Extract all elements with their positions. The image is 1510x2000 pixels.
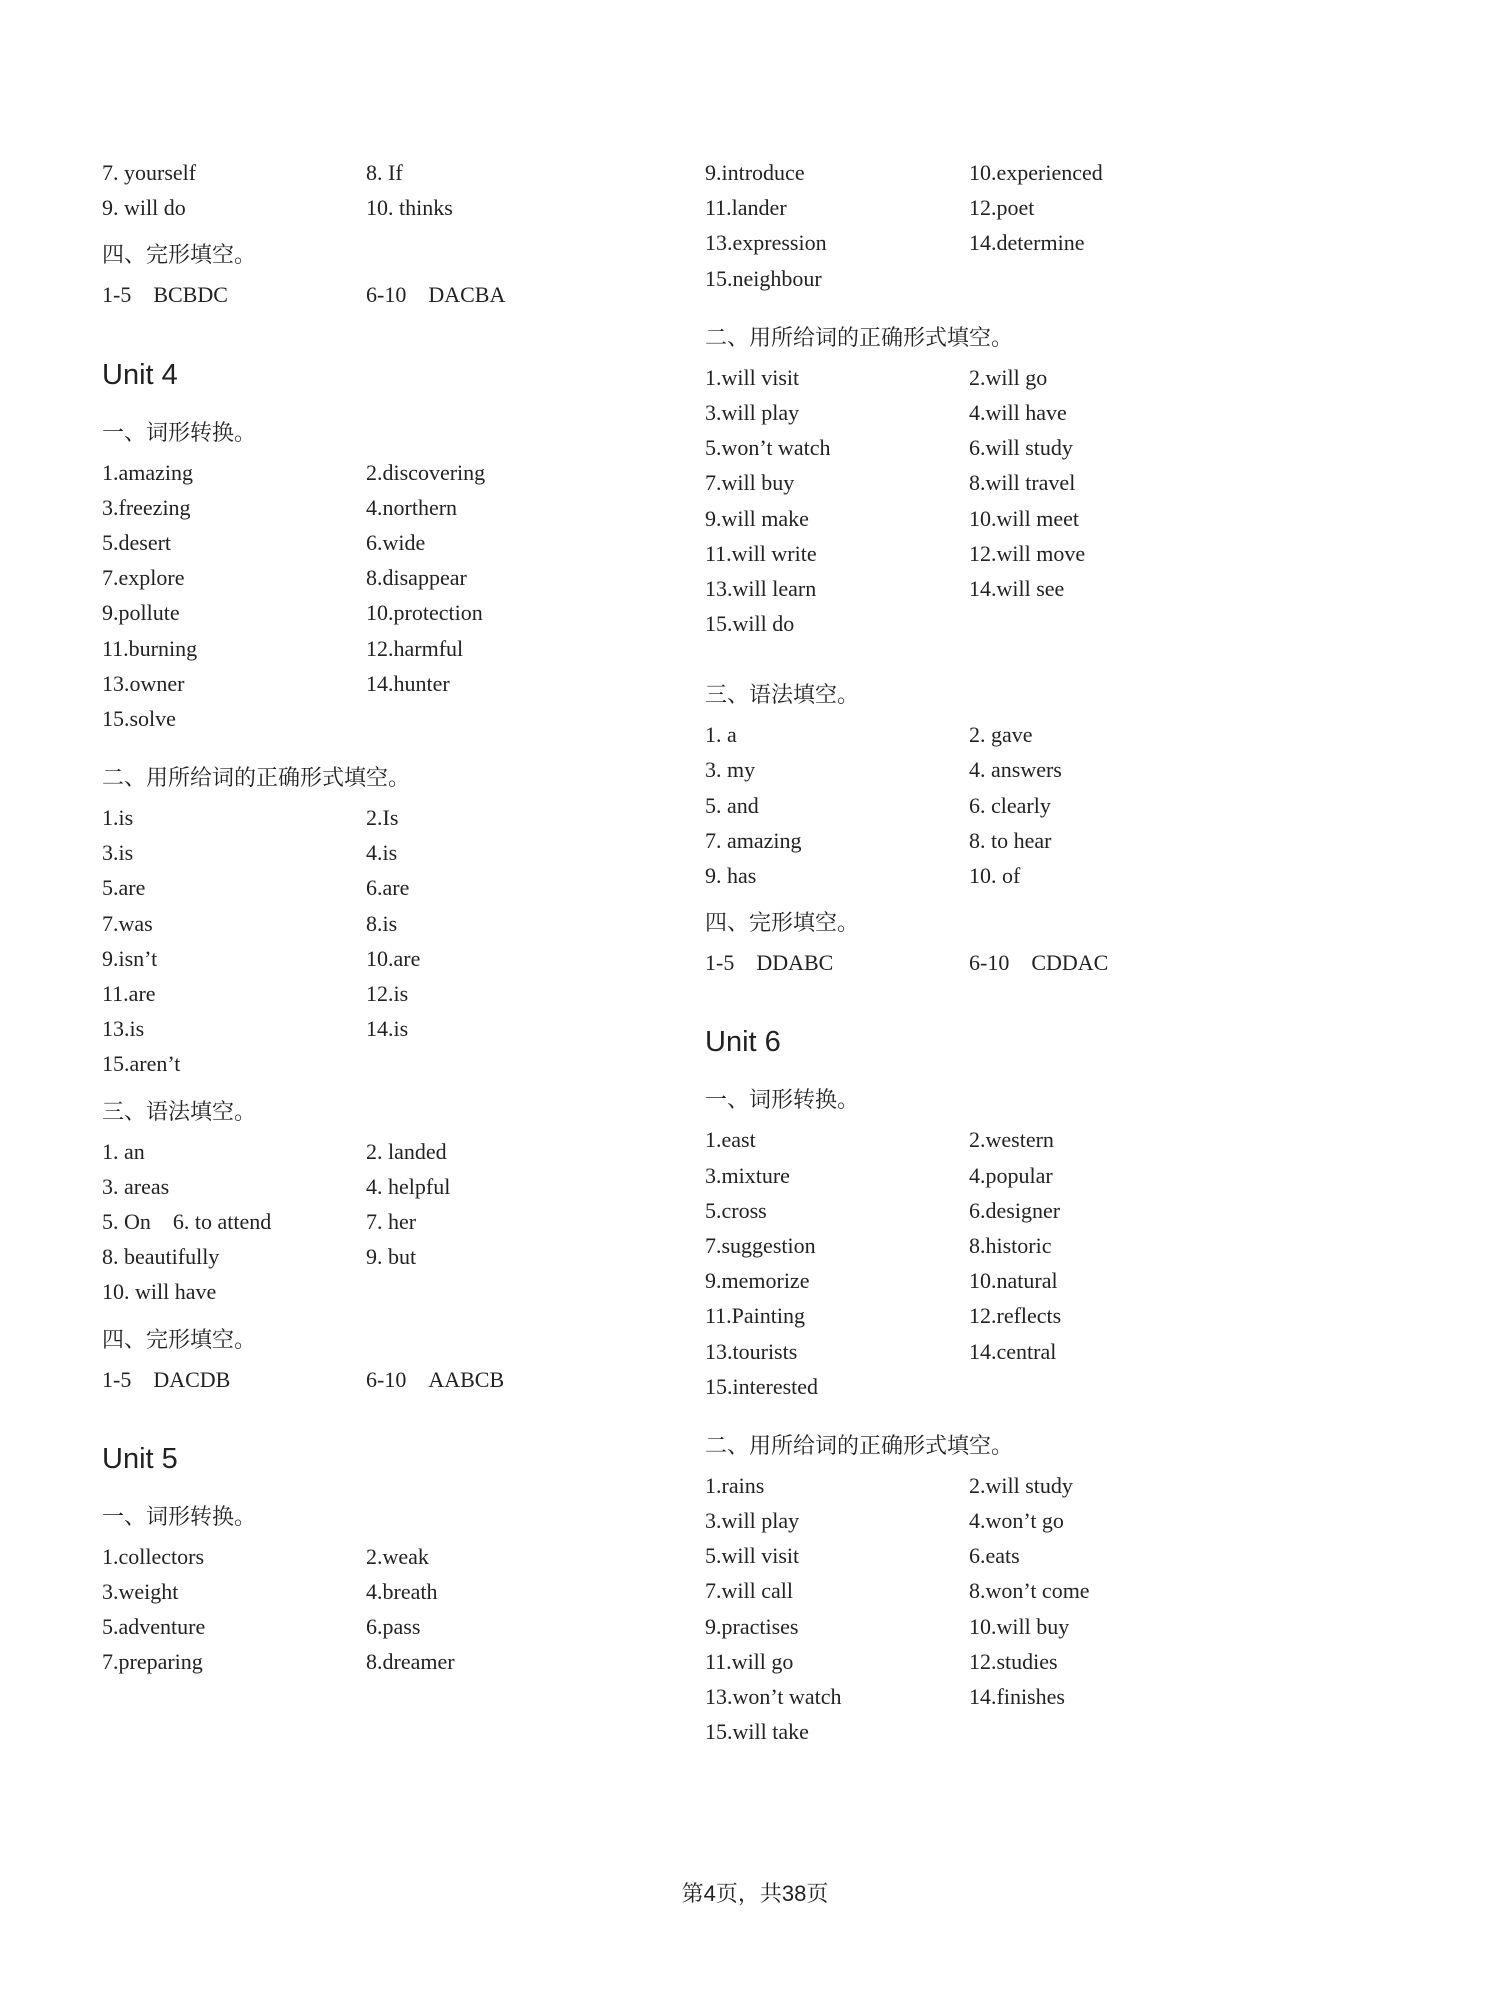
answer-item: 7.preparing [102, 1649, 203, 1675]
answer-row [705, 717, 1265, 752]
answer-item: 5.cross [705, 1197, 767, 1223]
answer-row [705, 1644, 1265, 1679]
answer-item: 6.designer [969, 1197, 1061, 1223]
answer-item: 9. will do [102, 195, 186, 221]
answer-item: 14.will see [969, 575, 1065, 601]
answer-row [705, 155, 1265, 190]
answer-item: 7. yourself [102, 160, 197, 185]
answer-item: 5.are [102, 875, 146, 901]
answer-row [705, 1609, 1265, 1644]
unit-title: Unit 4 [102, 358, 178, 391]
answer-row [705, 261, 1265, 296]
section-heading-word-forms: 一、词形转换。 [102, 419, 257, 445]
right-column [705, 155, 1265, 1749]
answer-item: 12.poet [969, 195, 1035, 221]
answer-item: 2. landed [366, 1138, 447, 1164]
answer-item: 2.weak [366, 1543, 429, 1569]
answer-item: 5.adventure [102, 1614, 206, 1640]
answer-item: 7. her [366, 1208, 417, 1234]
answer-item: 3.freezing [102, 494, 191, 520]
answer-item: 8.dreamer [366, 1649, 455, 1675]
cloze-answer: 1-5 DDABC [705, 950, 834, 976]
section-heading-word-forms: 一、词形转换。 [705, 1087, 860, 1113]
answer-item: 6. clearly [969, 792, 1051, 818]
fill-blank-list [705, 1468, 1265, 1750]
answer-item: 5.desert [102, 529, 172, 555]
section-heading-fill-blank: 二、用所给词的正确形式填空。 [705, 324, 1014, 350]
answer-item: 1.amazing [102, 459, 194, 485]
answer-item: 13.won’t watch [705, 1684, 842, 1709]
answer-item: 14.hunter [366, 670, 450, 696]
answer-item: 12.harmful [366, 635, 464, 661]
answer-item: 6.eats [969, 1543, 1020, 1569]
answer-item: 5.will visit [705, 1543, 800, 1569]
answer-item: 13.owner [102, 670, 185, 696]
answer-item: 6.will study [969, 435, 1073, 461]
answer-item: 7.explore [102, 565, 185, 591]
cloze-answer: 1-5 BCBDC [102, 282, 228, 308]
answer-item: 8. If [366, 160, 403, 185]
answer-item: 2.western [969, 1127, 1054, 1153]
answer-item: 3. my [705, 757, 756, 783]
answer-item: 1.rains [705, 1472, 765, 1498]
answer-row [705, 1228, 1265, 1263]
answer-row [705, 225, 1265, 260]
answer-item: 13.tourists [705, 1338, 798, 1364]
answer-row [102, 595, 662, 630]
answer-row [102, 800, 662, 835]
answer-item: 15.will take [705, 1719, 809, 1745]
answer-row [102, 906, 662, 941]
answer-item: 13.expression [705, 230, 827, 256]
word-form-list-continued [705, 155, 1265, 296]
unit-title: Unit 6 [705, 1026, 781, 1059]
word-form-list [705, 1122, 1265, 1404]
answer-row [102, 190, 662, 225]
answer-item: 3.is [102, 840, 134, 866]
answer-row [102, 976, 662, 1011]
answer-item: 1. an [102, 1138, 145, 1164]
answer-item: 14.determine [969, 230, 1085, 256]
answer-item: 10.are [366, 945, 421, 971]
section-heading-cloze: 四、完形填空。 [705, 910, 860, 936]
answer-item: 10. will have [102, 1279, 217, 1305]
answer-item: 4.northern [366, 494, 458, 520]
answer-item: 9.memorize [705, 1268, 810, 1294]
answer-row [705, 1122, 1265, 1157]
fill-blank-list [102, 800, 662, 1082]
cloze-answer: 6-10 DACBA [366, 282, 506, 308]
answer-item: 11.will write [705, 540, 817, 566]
answer-item: 14.central [969, 1338, 1057, 1364]
answer-item: 10.will meet [969, 505, 1079, 531]
answer-item: 1.collectors [102, 1543, 205, 1569]
section-heading-cloze: 四、完形填空。 [102, 242, 257, 268]
answer-row [102, 525, 662, 560]
answer-item: 15.will do [705, 611, 795, 637]
answer-item: 4.is [366, 840, 398, 866]
answer-row [705, 1263, 1265, 1298]
section-heading-fill-blank: 二、用所给词的正确形式填空。 [705, 1432, 1014, 1458]
answer-row [102, 631, 662, 666]
answer-row [102, 666, 662, 701]
answer-item: 6.are [366, 875, 410, 901]
answer-item: 8.won’t come [969, 1578, 1090, 1604]
answer-item: 4.breath [366, 1578, 438, 1604]
answer-item: 9. has [705, 863, 757, 888]
answer-row [102, 1239, 662, 1274]
answer-item: 10. of [969, 863, 1021, 888]
answer-item: 11.are [102, 981, 156, 1006]
answer-item: 2.will go [969, 364, 1048, 390]
answer-item: 8.is [366, 910, 398, 936]
answer-item: 2.Is [366, 805, 399, 831]
answer-row [102, 1011, 662, 1046]
unit-title: Unit 5 [102, 1442, 178, 1475]
section-heading-word-forms: 一、词形转换。 [102, 1503, 257, 1529]
answer-item: 13.will learn [705, 575, 817, 601]
answer-row [705, 1158, 1265, 1193]
section-heading-cloze: 四、完形填空。 [102, 1326, 257, 1352]
section-heading-grammar: 三、语法填空。 [705, 682, 860, 708]
answer-item: 8. to hear [969, 827, 1052, 853]
cloze-answer-row [102, 1362, 662, 1397]
answer-row [705, 788, 1265, 823]
answer-item: 3. areas [102, 1173, 170, 1199]
answer-row [102, 701, 662, 736]
answer-item: 1. a [705, 722, 737, 748]
answer-item: 15.aren’t [102, 1051, 181, 1077]
answer-row [705, 1298, 1265, 1333]
answer-row [102, 1574, 662, 1609]
answer-item: 12.is [366, 981, 409, 1006]
section-heading-grammar: 三、语法填空。 [102, 1098, 257, 1124]
answer-row [102, 1644, 662, 1679]
answer-row [705, 465, 1265, 500]
answer-item: 7. amazing [705, 827, 802, 853]
answer-item: 1.east [705, 1127, 756, 1153]
answer-row [102, 1274, 662, 1309]
answer-item: 3.will play [705, 1508, 800, 1534]
answer-item: 12.studies [969, 1648, 1058, 1674]
answer-item: 11.burning [102, 635, 198, 661]
answer-item: 7.will buy [705, 470, 795, 496]
answer-row [102, 941, 662, 976]
answer-item: 5. and [705, 792, 759, 818]
answer-row [705, 1573, 1265, 1608]
answer-row [705, 1503, 1265, 1538]
answer-item: 4.won’t go [969, 1508, 1064, 1534]
answer-row [102, 1169, 662, 1204]
word-form-list [102, 1539, 662, 1680]
answer-item: 7.was [102, 910, 153, 936]
section-heading-fill-blank: 二、用所给词的正确形式填空。 [102, 765, 411, 791]
grammar-list [102, 1134, 662, 1310]
answer-row [102, 835, 662, 870]
answer-item: 11.will go [705, 1648, 794, 1674]
answer-item: 4.will have [969, 399, 1067, 425]
answer-item: 5.won’t watch [705, 435, 831, 461]
answer-row [705, 752, 1265, 787]
cloze-answer: 6-10 CDDAC [969, 950, 1109, 976]
answer-item: 9.will make [705, 505, 809, 531]
answer-item: 15.interested [705, 1373, 819, 1399]
answer-item: 3.will play [705, 399, 800, 425]
answer-item: 8. beautifully [102, 1244, 220, 1270]
answer-item: 1.is [102, 805, 134, 831]
answer-item: 2. gave [969, 722, 1033, 748]
answer-row [102, 455, 662, 490]
answer-item: 2.discovering [366, 459, 486, 485]
answer-item: 12.will move [969, 540, 1086, 566]
answer-item: 3.weight [102, 1578, 179, 1604]
answer-row [705, 858, 1265, 893]
grammar-list [705, 717, 1265, 893]
top-word-list [102, 155, 662, 225]
cloze-answer-row [102, 277, 662, 312]
answer-item: 6.pass [366, 1614, 421, 1640]
answer-row [705, 606, 1265, 641]
answer-row [705, 571, 1265, 606]
answer-item: 3.mixture [705, 1162, 790, 1188]
answer-row [102, 155, 662, 190]
answer-row [705, 1714, 1265, 1749]
answer-row [705, 1679, 1265, 1714]
answer-item: 14.finishes [969, 1684, 1065, 1709]
answer-item: 7.suggestion [705, 1232, 816, 1258]
answer-row [102, 1204, 662, 1239]
page-number-footer: 第4页，共38页 [681, 1881, 829, 1906]
answer-row [705, 1193, 1265, 1228]
answer-item: 12.reflects [969, 1303, 1062, 1329]
fill-blank-list [705, 360, 1265, 642]
answer-item: 10.experienced [969, 160, 1103, 185]
answer-row [102, 1134, 662, 1169]
answer-item: 10.protection [366, 600, 483, 626]
cloze-answer: 1-5 DACDB [102, 1366, 231, 1392]
answer-item: 1.will visit [705, 364, 800, 390]
answer-row [102, 1539, 662, 1574]
left-column [102, 155, 662, 1679]
answer-item: 8.will travel [969, 470, 1076, 496]
answer-row [102, 1046, 662, 1081]
answer-row [705, 501, 1265, 536]
answer-item: 2.will study [969, 1472, 1073, 1498]
answer-item: 4.popular [969, 1162, 1053, 1188]
answer-item: 7.will call [705, 1578, 793, 1604]
answer-row [705, 1538, 1265, 1573]
answer-item: 6.wide [366, 529, 426, 555]
answer-item: 15.neighbour [705, 265, 822, 291]
answer-row [705, 190, 1265, 225]
answer-item: 4. helpful [366, 1173, 451, 1199]
answer-item: 13.is [102, 1016, 145, 1042]
answer-item: 10. thinks [366, 195, 453, 221]
answer-row [102, 490, 662, 525]
answer-item: 10.will buy [969, 1613, 1070, 1639]
answer-row [705, 360, 1265, 395]
answer-row [705, 395, 1265, 430]
answer-item: 15.solve [102, 705, 176, 731]
answer-item: 9.practises [705, 1613, 799, 1639]
answer-item: 8.disappear [366, 565, 467, 591]
cloze-answer: 6-10 AABCB [366, 1366, 505, 1392]
answer-item: 10.natural [969, 1268, 1058, 1294]
cloze-answer-row [705, 945, 1265, 980]
answer-item: 5. On 6. to attend [102, 1208, 272, 1234]
word-form-list [102, 455, 662, 737]
answer-item: 9.introduce [705, 160, 805, 185]
answer-row [705, 1334, 1265, 1369]
answer-row [102, 870, 662, 905]
answer-item: 8.historic [969, 1232, 1052, 1258]
answer-item: 11.Painting [705, 1303, 806, 1329]
answer-row [705, 1369, 1265, 1404]
answer-row [705, 430, 1265, 465]
answer-item: 9.pollute [102, 600, 180, 626]
answer-row [705, 536, 1265, 571]
answer-item: 14.is [366, 1016, 409, 1042]
answer-item: 9.isn’t [102, 945, 158, 971]
answer-row [102, 560, 662, 595]
answer-row [705, 823, 1265, 858]
answer-item: 9. but [366, 1244, 417, 1270]
answer-row [705, 1468, 1265, 1503]
answer-row [102, 1609, 662, 1644]
answer-item: 11.lander [705, 195, 787, 221]
answer-item: 4. answers [969, 757, 1062, 783]
